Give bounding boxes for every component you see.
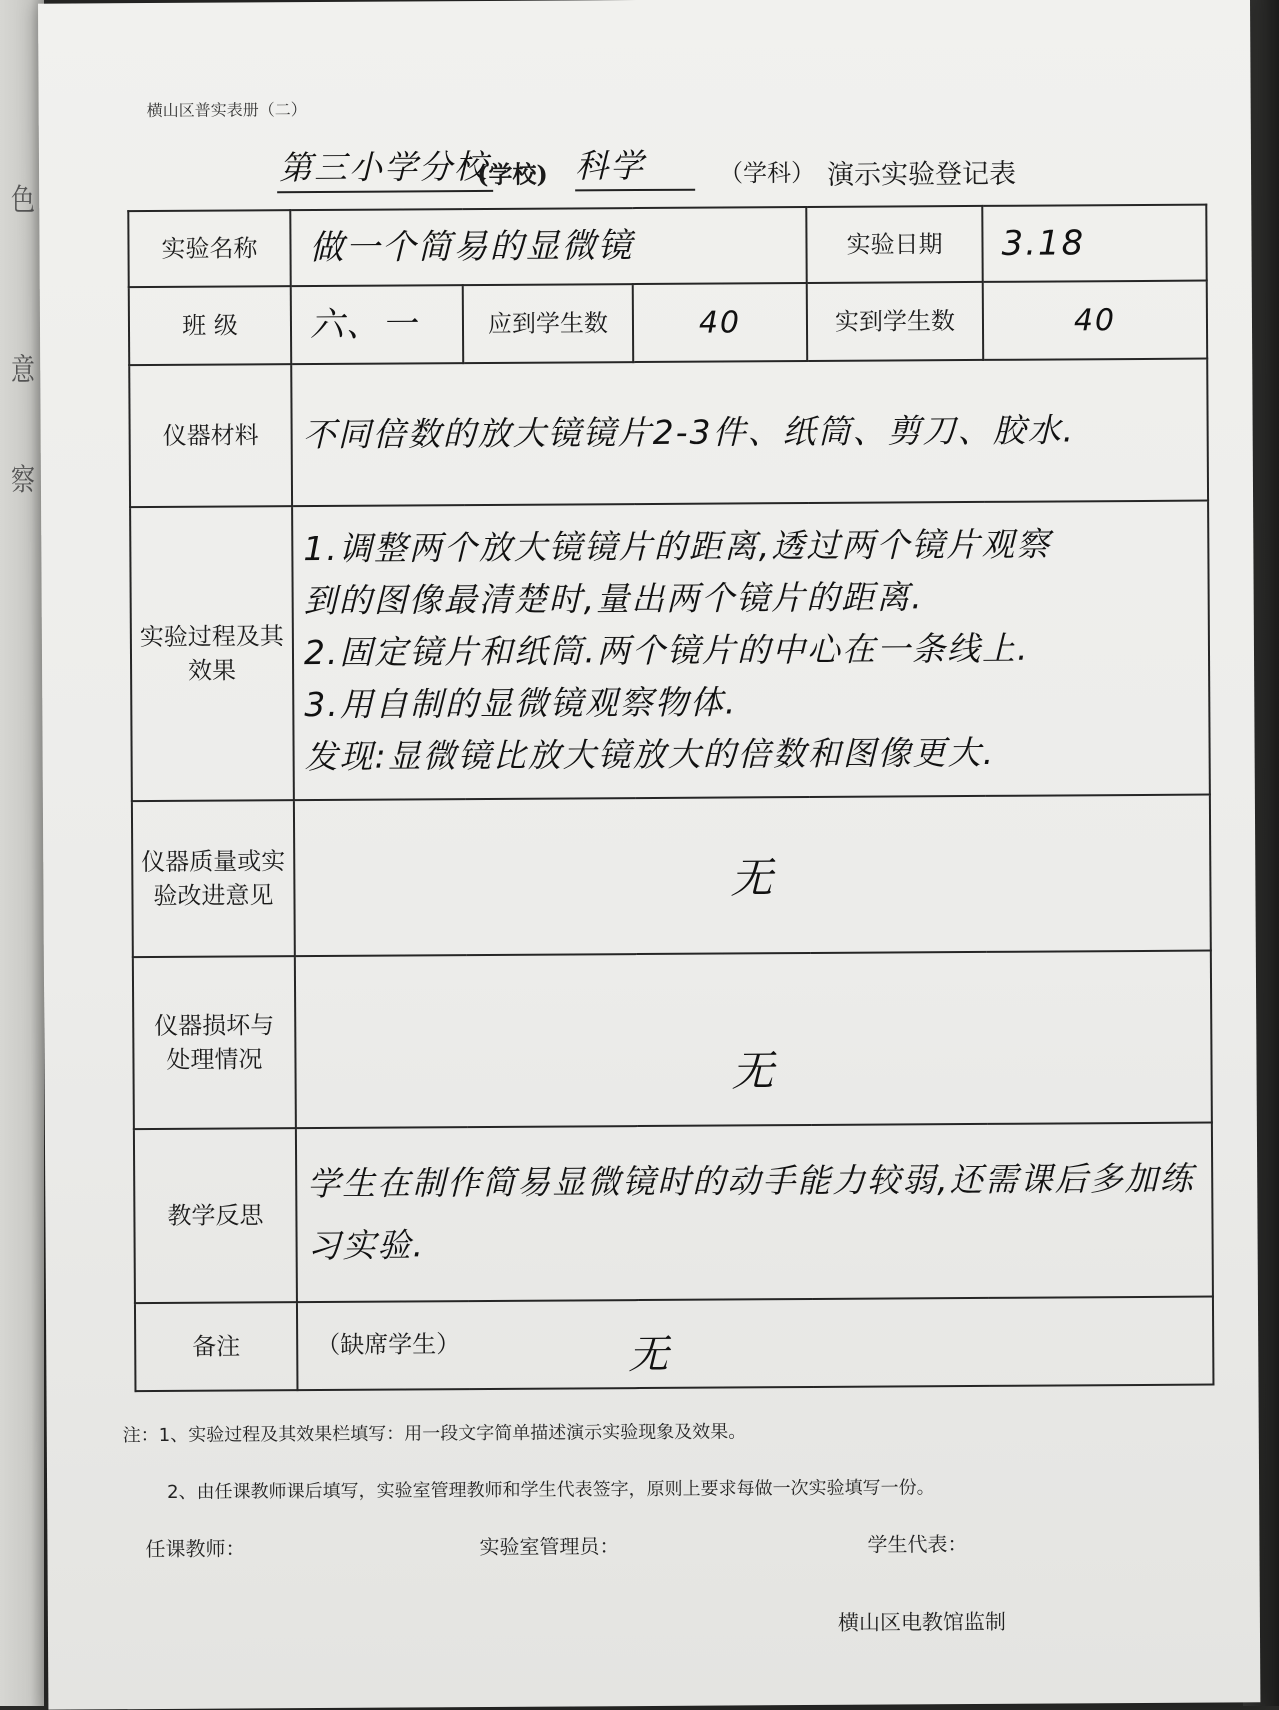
registration-form-sheet: [38, 0, 1260, 1710]
label-actual-students: 实到学生数: [807, 282, 983, 361]
process-line: 发现:显微镜比放大镜放大的倍数和图像更大.: [304, 732, 996, 777]
supervisor-footer: 横山区电教馆监制: [837, 1609, 1006, 1635]
note-line-1: 注：1、实验过程及其效果栏填写：用一段文字简单描述演示实验现象及效果。: [122, 1421, 747, 1447]
label-experiment-date: 实验日期: [806, 206, 982, 283]
value-class: 六、一: [291, 285, 463, 364]
value-reflection: 学生在制作简易显微镜时的动手能力较弱,还需课后多加练习实验.: [296, 1123, 1213, 1303]
value-remarks: 无: [628, 1331, 671, 1379]
label-damage: 仪器损坏与处理情况: [133, 956, 296, 1129]
table-row: [134, 1123, 1213, 1304]
school-name-handwritten: 第三小学分校: [277, 141, 493, 193]
table-row: [133, 951, 1212, 1130]
adjacent-page-mark: 意: [11, 353, 35, 388]
value-materials: 不同倍数的放大镜镜片2-3件、纸筒、剪刀、胶水.: [291, 359, 1208, 507]
label-experiment-name: 实验名称: [128, 210, 290, 287]
value-expected-students: 40: [633, 283, 808, 362]
signature-teacher: 任课教师：: [145, 1536, 246, 1562]
value-quality: 无: [294, 795, 1211, 957]
value-experiment-date: 3.18: [982, 205, 1206, 282]
process-line: 3.用自制的显微镜观察物体.: [304, 682, 738, 725]
value-remarks-cell: [297, 1297, 1214, 1391]
signature-student-rep: 学生代表：: [867, 1532, 968, 1557]
series-label: 横山区普实表册（二）: [146, 100, 307, 121]
signature-lab-manager: 实验室管理员：: [479, 1534, 620, 1560]
adjacent-page-mark: 色: [11, 183, 35, 218]
label-class: 班 级: [129, 286, 291, 365]
label-expected-students: 应到学生数: [463, 284, 633, 363]
table-row: [129, 281, 1207, 366]
form-title-line: [257, 137, 1097, 198]
school-suffix: (学校): [476, 159, 548, 190]
value-experiment-name: 做一个简易的显微镜: [290, 207, 806, 286]
label-materials: 仪器材料: [129, 364, 292, 507]
value-damage: 无: [295, 951, 1212, 1129]
adjacent-page-mark: 察: [11, 463, 35, 498]
form-title: 演示实验登记表: [826, 158, 1017, 191]
table-row: [135, 1297, 1214, 1392]
table-row: [129, 359, 1208, 508]
value-process: [292, 501, 1210, 801]
experiment-record-table: [127, 204, 1214, 1393]
adjacent-page-edge: [0, 0, 44, 1706]
value-actual-students: 40: [983, 281, 1207, 360]
process-line: 到的图像最清楚时,量出两个镜片的距离.: [303, 577, 924, 621]
process-line: 1.调整两个放大镜镜片的距离,透过两个镜片观察: [303, 524, 1052, 569]
subject-suffix: （学科）: [718, 158, 816, 188]
label-reflection: 教学反思: [134, 1128, 297, 1303]
label-remarks: 备注: [135, 1302, 298, 1391]
subject-handwritten: 科学: [575, 140, 695, 192]
process-line: 2.固定镜片和纸筒.两个镜片的中心在一条线上.: [303, 628, 1030, 673]
table-row: [130, 501, 1210, 802]
table-row: [132, 795, 1211, 958]
note-line-2: 2、由任课教师课后填写，实验室管理教师和学生代表签字，原则上要求每做一次实验填写一份。: [167, 1477, 935, 1503]
remarks-prefix: （缺席学生）: [316, 1330, 461, 1360]
table-row: [128, 205, 1206, 288]
label-process: 实验过程及其效果: [130, 506, 294, 801]
label-quality: 仪器质量或实验改进意见: [132, 800, 295, 957]
